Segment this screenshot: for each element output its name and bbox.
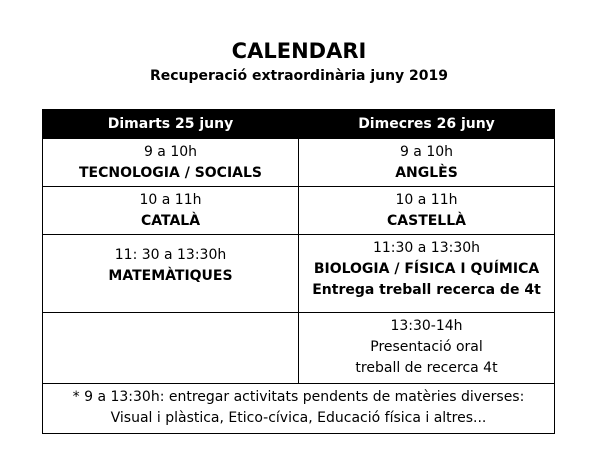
- time-label: 10 a 11h: [395, 192, 458, 208]
- table-row: [43, 235, 555, 313]
- cell-wednesday-slot4: [299, 313, 555, 384]
- activity-label: Presentació oral: [370, 339, 483, 355]
- time-label: 11: 30 a 13:30h: [114, 247, 227, 263]
- time-label: 9 a 10h: [399, 144, 454, 160]
- time-label: 9 a 10h: [143, 144, 198, 160]
- footnote-line: Visual i plàstica, Etico-cívica, Educació física i altres...: [110, 410, 487, 426]
- cell-tuesday-slot4-empty: [43, 313, 299, 384]
- subject-label: ANGLÈS: [395, 165, 458, 181]
- page-title: CALENDARI: [231, 39, 367, 63]
- cell-wednesday-slot1: [299, 139, 555, 187]
- header-wednesday: Dimecres 26 juny: [299, 110, 555, 139]
- header-tuesday: Dimarts 25 juny: [43, 110, 299, 139]
- footnote-line: * 9 a 13:30h: entregar activitats pendents de matèries diverses:: [72, 389, 525, 405]
- cell-tuesday-slot3: [43, 235, 299, 313]
- page-subtitle: Recuperació extraordinària juny 2019: [149, 68, 449, 84]
- header-row: [43, 110, 555, 139]
- subject-label: MATEMÀTIQUES: [108, 268, 233, 284]
- time-label: 13:30-14h: [390, 318, 463, 334]
- table-row: [43, 313, 555, 384]
- cell-tuesday-slot2: [43, 187, 299, 235]
- subject-label: BIOLOGIA / FÍSICA I QUÍMICA: [313, 261, 540, 277]
- cell-tuesday-slot1: [43, 139, 299, 187]
- subject-label: CASTELLÀ: [387, 213, 466, 229]
- time-label: 10 a 11h: [139, 192, 202, 208]
- cell-wednesday-slot2: [299, 187, 555, 235]
- activity-label: treball de recerca 4t: [355, 360, 498, 376]
- subject-label: TECNOLOGIA / SOCIALS: [78, 165, 263, 181]
- footnote-row: [43, 384, 555, 434]
- time-label: 11:30 a 13:30h: [372, 240, 481, 256]
- cell-wednesday-slot3: [299, 235, 555, 313]
- subject-label: CATALÀ: [140, 213, 201, 229]
- table-row: [43, 187, 555, 235]
- note-label: Entrega treball recerca de 4t: [312, 282, 541, 298]
- footnote-cell: [43, 384, 555, 434]
- table-row: [43, 139, 555, 187]
- calendar-table: [42, 109, 555, 434]
